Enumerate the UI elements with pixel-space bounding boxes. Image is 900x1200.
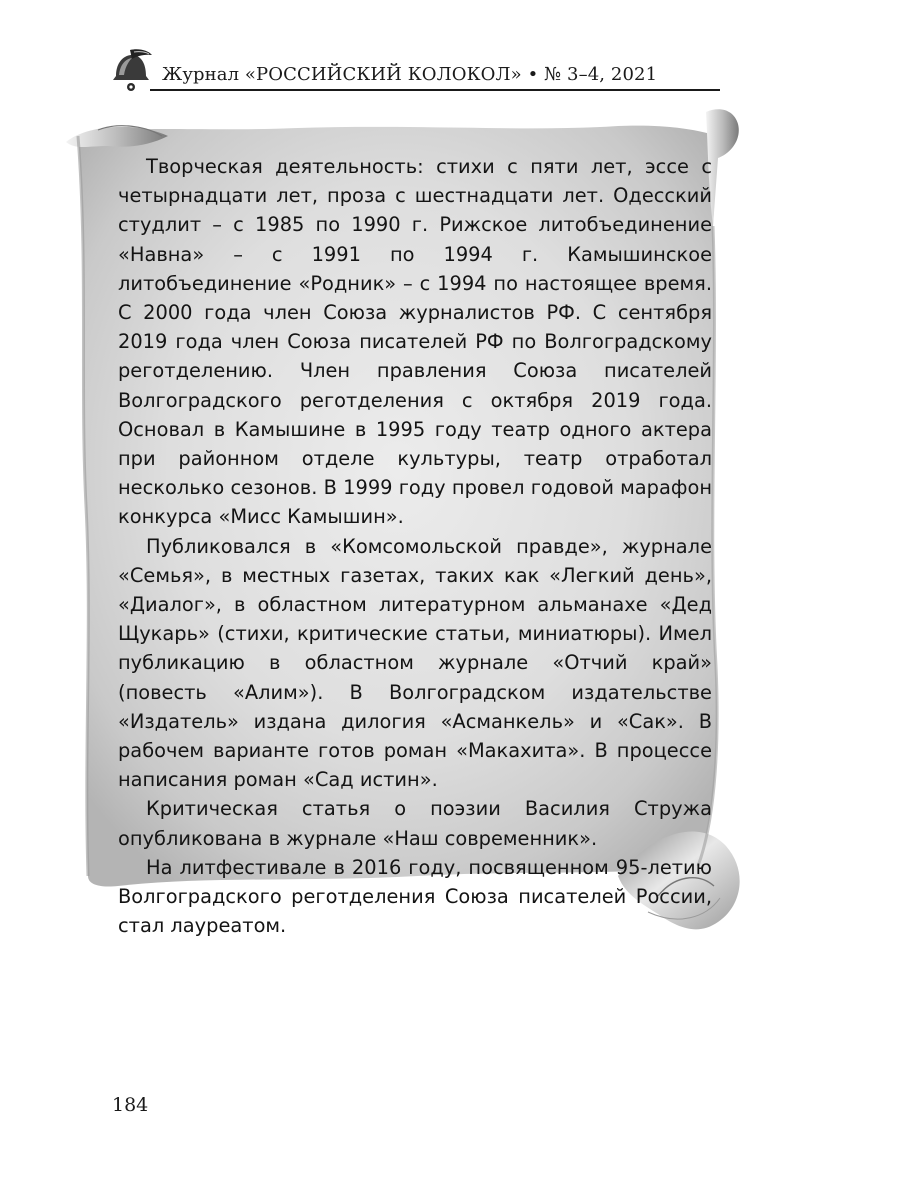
- biography-text: [118, 152, 712, 940]
- bell-quill-icon: [110, 46, 154, 94]
- journal-title: Журнал «РОССИЙСКИЙ КОЛОКОЛ» • № 3–4, 2021: [162, 64, 658, 85]
- running-header: [110, 46, 720, 94]
- header-rule: [150, 89, 720, 91]
- paragraph-creative-activity: Творческая деятельность: стихи с пяти лет, эссе с четырнадцати лет, проза с шестнадцати лет. Одесский студлит – с 1985 по 1990 г. Рижское литобъединение «Навна» – с 1991 по 1994 г. Камышинское литобъединение «Родник» – с 1994 по настоящее время. С 2000 года член Союза журналистов РФ. С сентября 2019 года член Союза писателей РФ по Волгоградскому реготделению. Член правления Союза писателей Волгоградского реготделения с октября 2019 года. Основал в Камышине в 1995 году театр одного актера при районном отделе культуры, театр отработал несколько сезонов. В 1999 году провел годовой марафон конкурса «Мисс Камышин».: [118, 155, 712, 529]
- paragraph-critical-article: Критическая статья о поэзии Василия Стружа опубликована в журнале «Наш современник».: [118, 797, 712, 850]
- paragraph-festival: На литфестивале в 2016 году, посвященном 95-летию Волгоградского реготделения Союза писателей России, стал лауреатом.: [118, 855, 712, 938]
- page-number: 184: [112, 1094, 149, 1116]
- paragraph-publications: Публиковался в «Комсомольской правде», журнале «Семья», в местных газетах, таких как «Легкий день», «Диалог», в областном литературном альманахе «Дед Щукарь» (стихи, критические статьи, миниатюры). Имел публикацию в областном журнале «Отчий край» (повесть «Алим»). В Волгоградском издательстве «Издатель» издана дилогия «Асманкель» и «Сак». В рабочем варианте готов роман «Макахита». В процессе написания роман «Сад истин».: [118, 534, 712, 792]
